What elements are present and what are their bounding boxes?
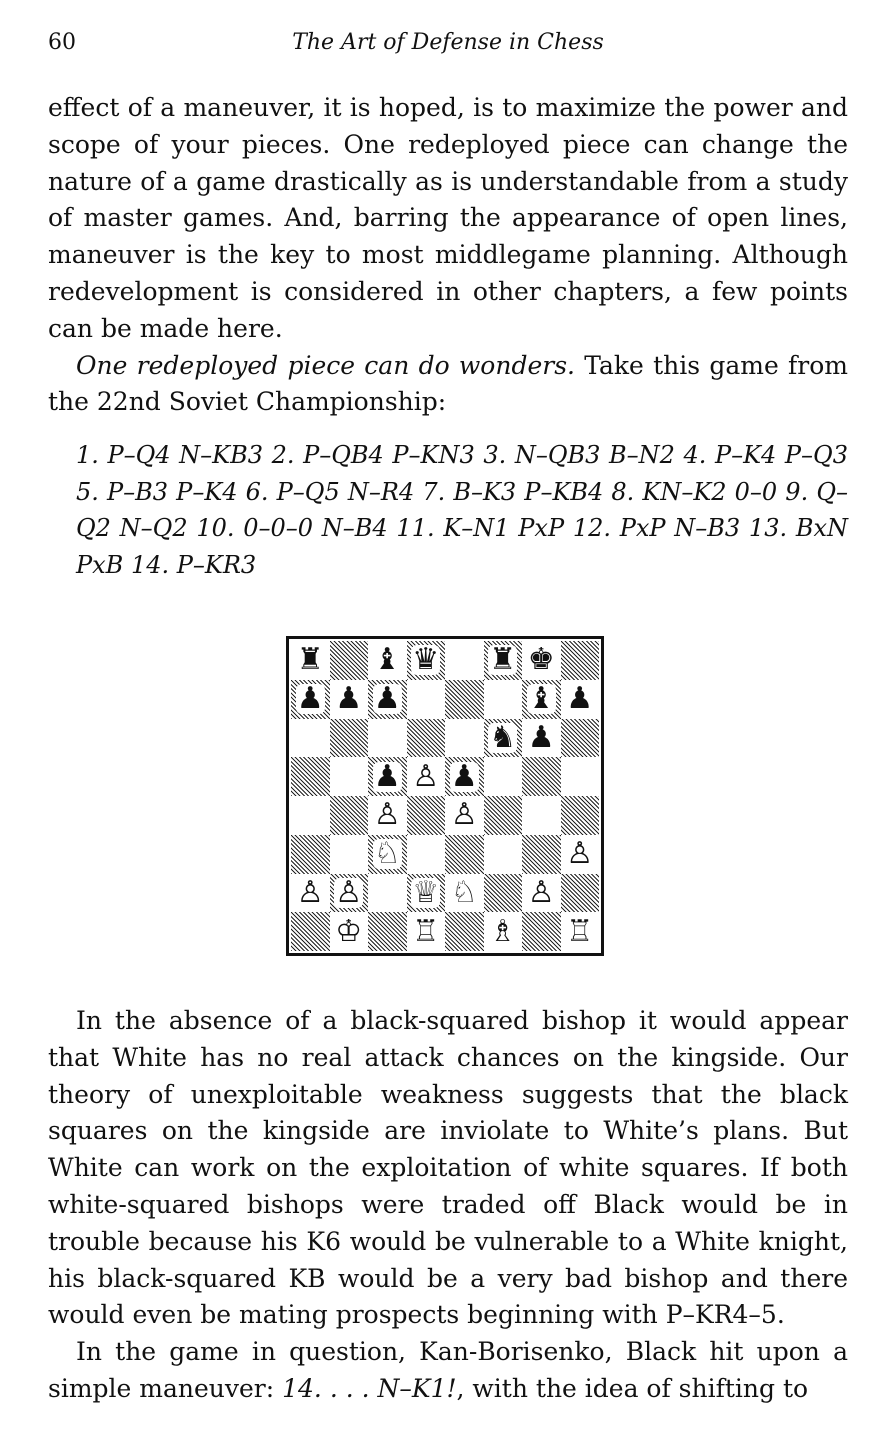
square-h7 (561, 680, 600, 719)
chess-piece: ♙ (296, 874, 324, 910)
square-h8 (561, 641, 600, 680)
text-block-top (48, 90, 848, 421)
chess-piece: ♘ (450, 874, 478, 910)
square-e5 (445, 757, 484, 796)
chess-piece: ♛ (412, 642, 440, 678)
square-c6 (368, 719, 407, 758)
chess-piece: ♟ (527, 719, 555, 755)
square-g5 (522, 757, 561, 796)
square-h1 (561, 912, 600, 951)
square-b8 (330, 641, 369, 680)
square-d5 (407, 757, 446, 796)
square-d7 (407, 680, 446, 719)
square-f2 (484, 874, 523, 913)
square-b6 (330, 719, 369, 758)
square-e3 (445, 835, 484, 874)
paragraph-maneuver-rest: , with the idea of shifting to (456, 1373, 809, 1403)
chess-piece: ♙ (373, 797, 401, 833)
chess-piece: ♔ (335, 913, 363, 949)
paragraph-intro: effect of a maneuver, it is hoped, is to maximize the power and scope of your pieces. One redeployed piece can change the nature of a game drastically as is understandable from a study of master games. And, barring the appearance of open lines, maneuver is the key to most middlegame planning. Although redevelopment is considered in other chapters, a few points can be made here. (48, 93, 848, 343)
square-c7 (368, 680, 407, 719)
chess-piece: ♙ (566, 836, 594, 872)
square-a6 (291, 719, 330, 758)
square-g6 (522, 719, 561, 758)
square-d2 (407, 874, 446, 913)
square-e1 (445, 912, 484, 951)
square-b5 (330, 757, 369, 796)
square-b4 (330, 796, 369, 835)
square-h4 (561, 796, 600, 835)
chess-piece: ♟ (566, 681, 594, 717)
chess-piece: ♙ (527, 874, 555, 910)
square-b7 (330, 680, 369, 719)
square-d3 (407, 835, 446, 874)
square-f8 (484, 641, 523, 680)
chess-piece: ♖ (566, 913, 594, 949)
square-e6 (445, 719, 484, 758)
square-f3 (484, 835, 523, 874)
square-e2 (445, 874, 484, 913)
square-b3 (330, 835, 369, 874)
square-d8 (407, 641, 446, 680)
square-f1 (484, 912, 523, 951)
chess-piece: ♙ (450, 797, 478, 833)
chess-board (291, 641, 599, 951)
chess-piece: ♟ (296, 681, 324, 717)
square-c2 (368, 874, 407, 913)
square-f4 (484, 796, 523, 835)
square-d1 (407, 912, 446, 951)
square-a8 (291, 641, 330, 680)
square-g7 (522, 680, 561, 719)
chess-piece: ♙ (335, 874, 363, 910)
square-h5 (561, 757, 600, 796)
chess-piece: ♗ (489, 913, 517, 949)
chess-piece: ♕ (412, 874, 440, 910)
square-h6 (561, 719, 600, 758)
square-b1 (330, 912, 369, 951)
chess-piece: ♝ (373, 642, 401, 678)
chess-piece: ♜ (296, 642, 324, 678)
page-number: 60 (48, 30, 76, 55)
square-h3 (561, 835, 600, 874)
square-a2 (291, 874, 330, 913)
square-a1 (291, 912, 330, 951)
square-e4 (445, 796, 484, 835)
chess-piece: ♟ (373, 681, 401, 717)
square-g8 (522, 641, 561, 680)
paragraph-maneuver (48, 1334, 848, 1408)
chess-piece: ♙ (412, 758, 440, 794)
square-g4 (522, 796, 561, 835)
paragraph-lede: One redeployed piece can do wonders. (76, 350, 575, 380)
square-a5 (291, 757, 330, 796)
square-c8 (368, 641, 407, 680)
square-a4 (291, 796, 330, 835)
square-a3 (291, 835, 330, 874)
chess-piece: ♝ (527, 681, 555, 717)
page-header (48, 30, 848, 64)
square-f7 (484, 680, 523, 719)
square-e7 (445, 680, 484, 719)
paragraph-maneuver-move: 14. . . . N–K1! (282, 1373, 457, 1403)
paragraph-analysis: In the absence of a black-squared bishop it would appear that White has no real attack chances on the kingside. Our theory of unexploitable weakness suggests that the black squares on the kingside are inviolate to White’s plans. But White can work on the exploitation of white squares. If both white-squared bishops were traded off Black would be in trouble because his K6 would be vulnerable to a White knight, his black-squared KB would be a very bad bishop and there would even be mating prospects beginning with P–KR4–5. (48, 1006, 848, 1330)
square-g1 (522, 912, 561, 951)
chess-piece: ♘ (373, 836, 401, 872)
square-e8 (445, 641, 484, 680)
square-f5 (484, 757, 523, 796)
chess-piece: ♞ (489, 719, 517, 755)
paragraph-game-intro (48, 348, 848, 422)
paragraph-lede-rest: Take this game from the 22nd Soviet Championship: (48, 350, 849, 417)
square-c1 (368, 912, 407, 951)
square-d4 (407, 796, 446, 835)
chess-diagram (286, 636, 604, 956)
chess-piece: ♜ (489, 642, 517, 678)
text-block-bottom (48, 1003, 848, 1408)
running-title: The Art of Defense in Chess (292, 30, 604, 55)
game-moves: 1. P–Q4 N–KB3 2. P–QB4 P–KN3 3. N–QB3 B–N2 4. P–K4 P–Q3 5. P–B3 P–K4 6. P–Q5 N–R4 7. B–K3 P–KB4 8. KN–K2 0–0 9. Q–Q2 N–Q2 10. 0–0–0 N–B4 11. K–N1 PxP 12. PxP N–B3 13. BxN PxB 14. P–KR3 (76, 441, 848, 579)
square-g3 (522, 835, 561, 874)
square-g2 (522, 874, 561, 913)
square-a7 (291, 680, 330, 719)
square-h2 (561, 874, 600, 913)
square-d6 (407, 719, 446, 758)
paragraph-maneuver-intro: In the game in question, Kan-Borisenko, Black hit upon a simple maneuver: (48, 1337, 848, 1403)
square-c4 (368, 796, 407, 835)
square-f6 (484, 719, 523, 758)
chess-piece: ♟ (450, 758, 478, 794)
chess-piece: ♖ (412, 913, 440, 949)
chess-piece: ♟ (335, 681, 363, 717)
chess-piece: ♟ (373, 758, 401, 794)
square-b2 (330, 874, 369, 913)
square-c3 (368, 835, 407, 874)
square-c5 (368, 757, 407, 796)
chess-piece: ♚ (527, 642, 555, 678)
